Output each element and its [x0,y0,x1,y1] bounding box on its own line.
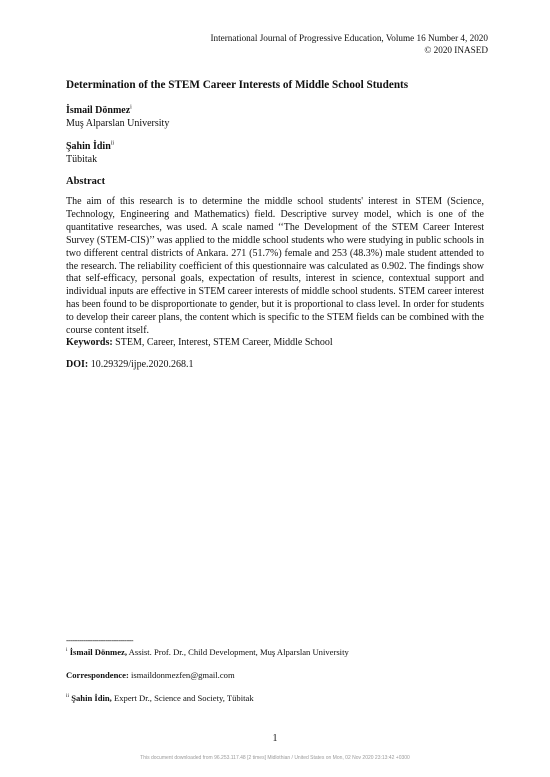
author-name: Şahin İdin [66,141,111,152]
footnote-mark: i [66,647,68,654]
keywords-text: STEM, Career, Interest, STEM Career, Middle School [115,337,333,348]
footnote-author: Şahin İdin, [71,693,112,703]
author-affiliation: Muş Alparslan University [66,118,170,129]
footnote-1 [66,647,349,657]
footnote-mark: ii [66,693,70,700]
copyright-line: © 2020 INASED [424,45,488,55]
keywords-line [66,337,333,348]
footnote-text: Assist. Prof. Dr., Child Development, Muş Alparslan University [128,647,349,657]
footnote-rule: ------------------------------- [66,636,134,645]
author-name: İsmail Dönmez [66,105,131,116]
footnote-author: İsmail Dönmez, [69,647,127,657]
author-block-2 [66,140,114,166]
footnote-2 [66,693,254,703]
correspondence-label: Correspondence: [66,670,129,680]
author-mark: ii [110,140,115,147]
author-mark: i [130,104,132,111]
abstract-heading: Abstract [66,176,106,187]
author-block-1 [66,104,169,130]
page-number: 1 [272,733,278,744]
correspondence-line [66,670,235,680]
journal-line: International Journal of Progressive Education, Volume 16 Number 4, 2020 [210,33,488,43]
footnote-text: Expert Dr., Science and Society, Tübitak [114,693,254,703]
author-affiliation: Tübitak [66,154,98,165]
doi-label: DOI: [66,359,89,370]
keywords-label: Keywords: [66,337,113,348]
running-header [210,32,488,56]
doi-line [66,359,194,370]
doi-link[interactable]: 10.29329/ijpe.2020.268.1 [90,359,194,370]
paper-title: Determination of the STEM Career Interests of Middle School Students [66,79,409,91]
abstract-text: The aim of this research is to determine the middle school students' interest in STEM (Science, Technology, Engineering and Mathematics) field. Descriptive survey model, which is one of the quantitative researches, was used. A scale named ‘‘The Development of the STEM Career Interest Survey (STEM-CIS)’’ was applied to the middle school students who were studying in public schools in two different central districts of Ankara. 271 (51.7%) female and 253 (48.3%) male student attended to the research. The reliability coefficient of this questionnaire was calculated as 0.902. The findings show that self-efficacy, personal goals, expectation of results, interest in science, contextual support and individual inputs are effective in STEM career interests of middle school students. STEM career interest has been found to be disproportionate to gender, but it is proportional to class level. In order for students to develop their career plans, the content which is specific to the STEM fields can be combined with the course content itself. [66,196,484,337]
correspondence-email[interactable]: ismaildonmezfen@gmail.com [131,670,235,680]
download-notice: This document downloaded from 96.253.117.48 [2 times] Midlothian / United States on Mon, 02 Nov 2020 23:13:42 +0300 [140,755,410,761]
